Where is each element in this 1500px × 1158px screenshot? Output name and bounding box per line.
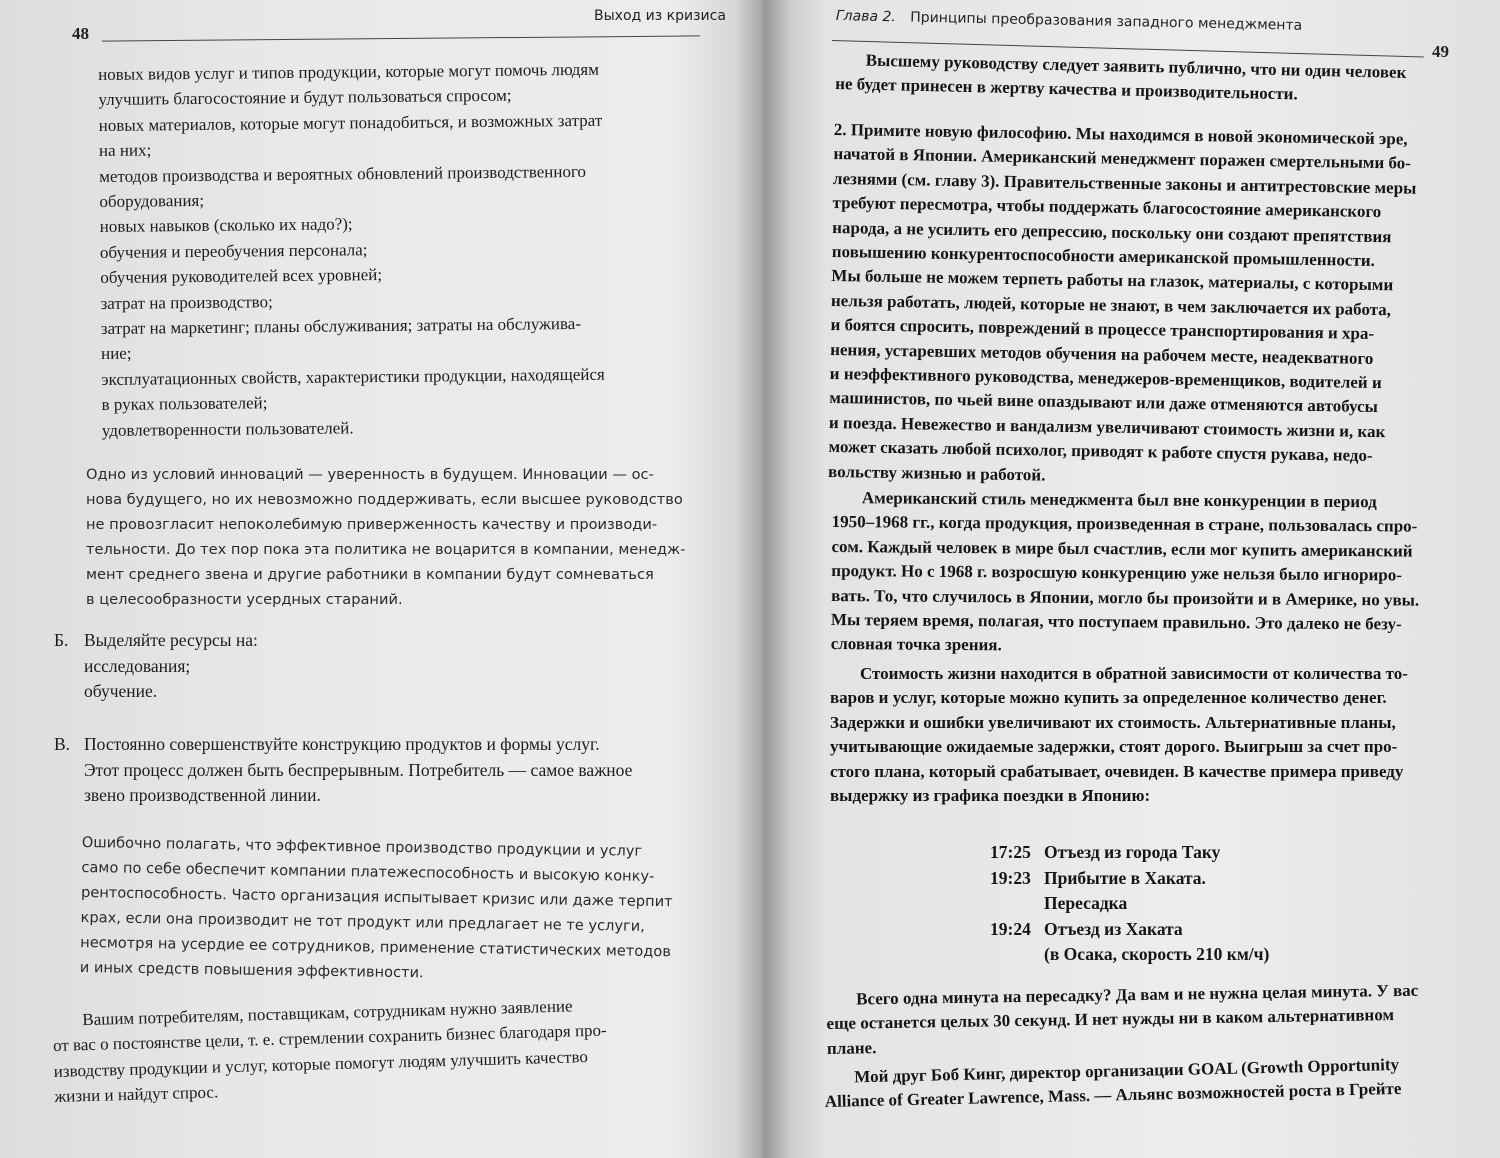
final-paragraph: Вашим потребителям, поставщикам, сотрудникам нужно заявление от вас о постоянстве цели, т. е. стремлении сохранить бизнес благодаря про- изводству продукции и услуг, которые помогут людям улучшить качество жизни и найдут спрос. (52, 996, 607, 1107)
schedule-row: 17:25 Отъезд из города Таку (990, 842, 1221, 862)
list-line: методов производства и вероятных обновлений производственного (99, 161, 587, 186)
intro-paragraph: Высшему руководству следует заявить публично, что ни один человек не будет принесен в жертву качества и производительности. (834, 50, 1407, 104)
list-line: обучения и переобучения персонала; (99, 240, 368, 262)
running-head (836, 8, 1303, 34)
list-line: затрат на маркетинг; планы обслуживания; затраты на обслужива- (100, 314, 582, 339)
list-line: оборудования; (99, 190, 205, 212)
list-line: новых материалов, которые могут понадобиться, и возможных затрат (98, 110, 603, 135)
section-heading: 2. Примите новую философию. Мы находимся в новой экономической эре, (833, 119, 1408, 149)
innovation-paragraph: Одно из условий инноваций — уверенность в будущем. Инновации — ос- нова будущего, но их невозможно поддерживать, если высшее руководство не провозгласит непоколебимую приверженность качеству и производи- тельности. До тех пор пока эта политика не воцарится в компании, менедж- мент среднего звена и другие работники в компании будут сомневаться в целесообразности усердных стараний. (86, 466, 686, 608)
train-schedule (990, 840, 1269, 968)
cost-of-living-paragraph: Стоимость жизни находится в обратной зависимости от количества то- варов и услуг, которые можно купить за определенное количество денег. Задержки и ошибки увеличивают их стоимость. Альтернативные планы, учитывающие ожидаемые задержки, стоят дорого. Выигрыш за счет про- стого плана, который срабатывает, очевиден. В качестве примера приведу выдержку из графика поездки в Японию: (830, 664, 1408, 806)
item-b: Б. Выделяйте ресурсы на: исследования; обучение. (54, 630, 258, 701)
list-line: обучения руководителей всех уровней; (100, 265, 383, 288)
list-line: новых навыков (сколько их надо?); (99, 214, 353, 237)
item-letter: Б. (54, 630, 69, 650)
header-rule (102, 35, 700, 41)
american-style-paragraph: Американский стиль менеджмента был вне конкуренции в период 1950–1968 гг., когда продукция, произведенная в стране, пользовалась спро- сом. Каждый человек в мире был счастлив, если мог купить американский продукт. Но с 1968 г. возросшую конкуренцию уже нельзя было игнориро- вать. То, что случилось в Японии, могло бы произойти и в Америке, но увы. Мы теряем время, полагая, что поступаем правильно. Это далеко не безу- словная точка зрения. (830, 488, 1420, 655)
list-block (98, 57, 606, 443)
schedule-row: 19:23 Прибытие в Хаката. (990, 867, 1206, 888)
list-line: затрат на производство; (100, 291, 273, 313)
list-line: новых видов услуг и типов продукции, которые могут помочь людям (98, 59, 600, 84)
running-head: Выход из кризиса (594, 8, 726, 24)
list-line: на них; (98, 140, 152, 161)
schedule-row: Пересадка (1044, 893, 1128, 913)
mistake-paragraph: Ошибочно полагать, что эффективное производство продукции и услуг само по себе обеспечит компании платежеспособность и высокую конку- рентоспособность. Часто организация испытывает кризис или даже терпит крах, если она производит не тот продукт или предлагает не те услуги, несмотря на усердие ее сотрудников, применение статистических методов и иных средств повышения эффективности. (79, 833, 673, 982)
chapter-title: Принципы преобразования западного менеджмента (910, 9, 1303, 34)
list-line: улучшить благосостояние и будут пользоваться спросом; (98, 86, 512, 110)
list-line: ние; (100, 344, 132, 364)
list-line: удовлетворенности пользователей. (101, 418, 354, 440)
schedule-row: (в Осака, скорость 210 км/ч) (1044, 944, 1270, 964)
schedule-row: 19:24 Отъезд из Хаката (990, 918, 1183, 939)
page-number: 48 (72, 24, 89, 43)
list-line: эксплуатационных свойств, характеристики продукции, находящейся (101, 364, 605, 389)
item-letter: В. (54, 734, 71, 754)
section-2-paragraph: 2. Примите новую философию. Мы находимся в новой экономической эре, начатой в Японии. Американский менеджмент поражен смертельными бо- лезнями (см. главу 3). Правительственные законы и антитрестовские меры требуют пересмотра, чтобы поддержать благосостояние американского народа, а не усилить его депрессию, поскольку они создают препятствия повышению конкурентоспособности американской промышленности. Мы больше не можем терпеть работы на глазок, материалы, с которыми нельзя работать, людей, которые не знают, в чем заключается их работа, и боятся спросить, повреждений в процессе транспортирования и хра- нения, устаревших методов обучения на рабочем месте, неадекватного и неэффективного руководства, менеджеров-временщиков, водителей и машинистов, по чьей вине опаздывают или даже отменяются автобусы и поезда. Невежество и вандализм увеличивают стоимость жизни и, как может сказать любой психолог, приводят к работе спустя рукава, недо- вольству жизнью и работой. (827, 119, 1417, 485)
chapter-label: Глава 2. (835, 8, 896, 26)
transfer-paragraph: Всего одна минута на пересадку? Да вам и не нужна целая минута. У вас еще останется целых 30 секунд. И нет нужды ни в каком альтернативном плане. (826, 980, 1419, 1058)
right-page (760, 0, 1500, 1158)
item-v: В. Постоянно совершенствуйте конструкцию продуктов и формы услуг. Этот процесс должен быть беспрерывным. Потребитель — самое важное звено производственной линии. (54, 734, 633, 805)
list-line: в руках пользователей; (101, 393, 268, 415)
friend-paragraph: Мой друг Боб Кинг, директор организации GOAL (Growth Opportunity Alliance of Greater Lawrence, Mass. — Альянс возможностей роста в Грейте (824, 1054, 1402, 1112)
page-number: 49 (1432, 42, 1449, 61)
